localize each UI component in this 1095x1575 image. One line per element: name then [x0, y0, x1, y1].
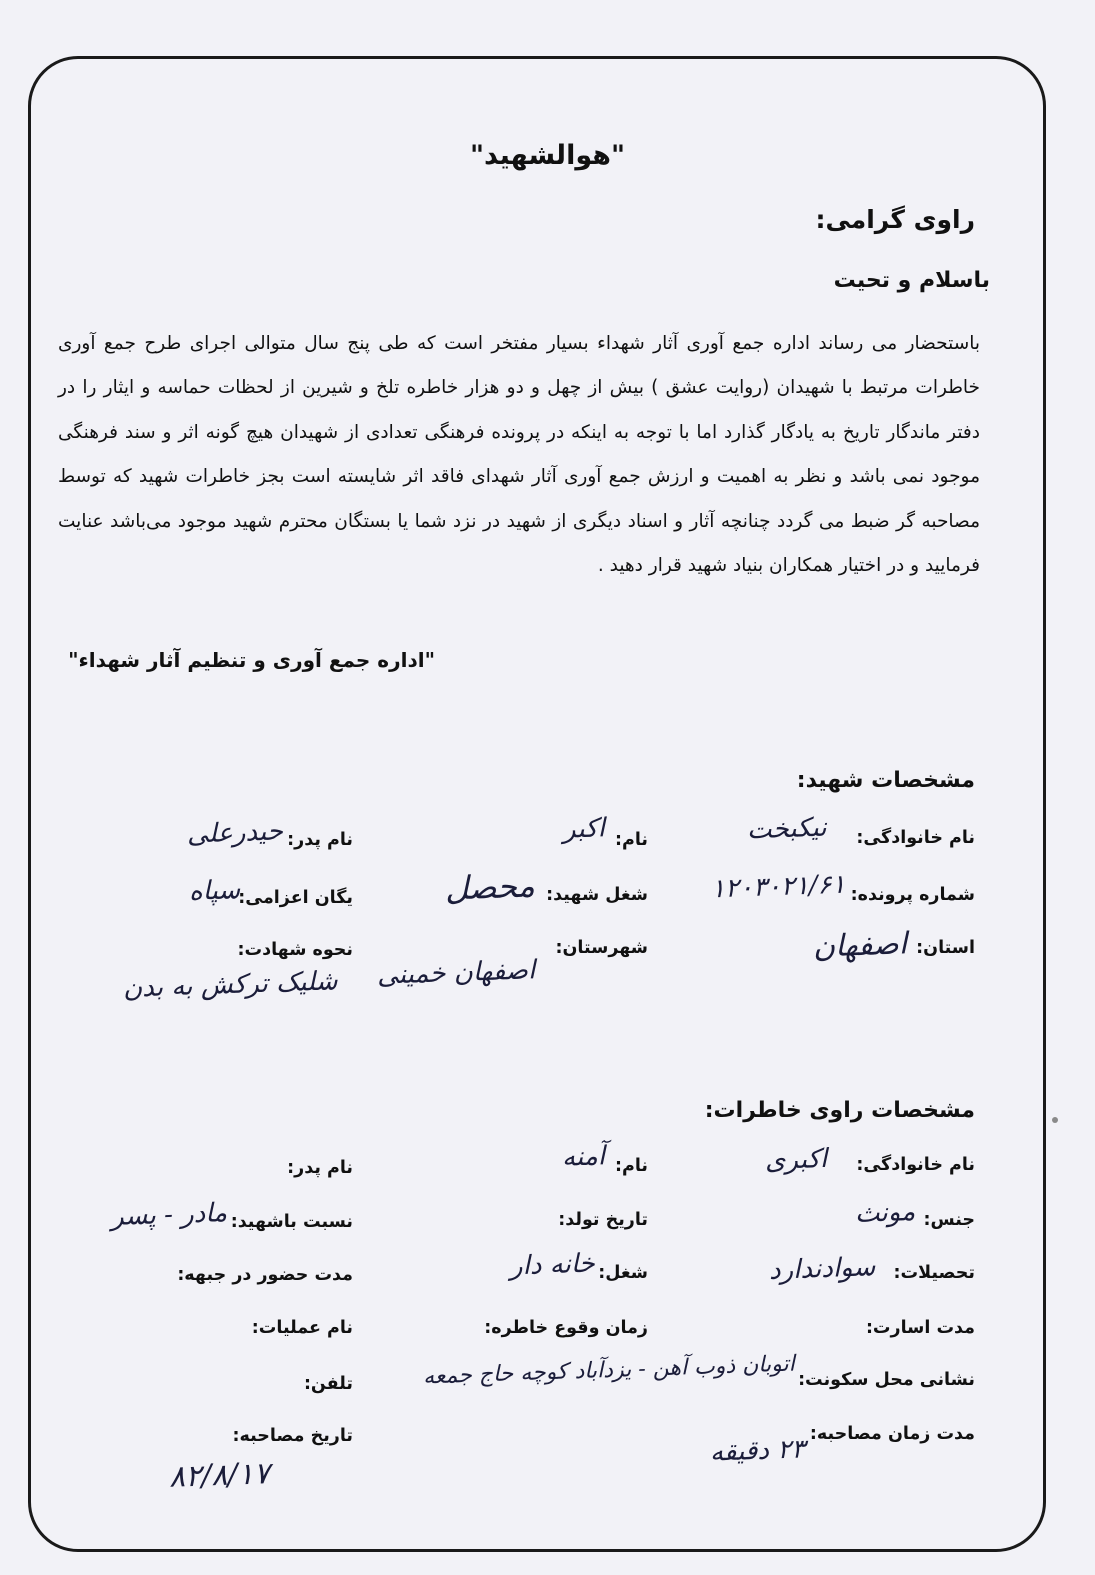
- martyr-martyrdom-label: نحوه شهادت:: [237, 940, 353, 960]
- martyr-martyrdom-value: شلیک ترکش به بدن: [122, 966, 339, 1004]
- narrator-operation-label: نام عملیات:: [251, 1318, 353, 1338]
- martyr-family-name-label: نام خانوادگی:: [856, 828, 975, 848]
- narrator-gender-label: جنس:: [923, 1210, 975, 1230]
- narrator-job-label: شغل:: [598, 1263, 648, 1283]
- narrator-family-name-value: اکبری: [764, 1143, 828, 1177]
- narrator-job-value: خانه دار: [509, 1248, 596, 1282]
- narrator-relation-value: مادر - پسر: [110, 1197, 228, 1233]
- narrator-gender-value: مونث: [854, 1196, 916, 1230]
- martyr-unit-label: یگان اعزامی:: [238, 888, 353, 908]
- martyr-father-name-value: حیدرعلی: [186, 816, 284, 850]
- martyr-file-number-value: ۱۲۰۳۰۲۱/۶۱: [710, 869, 846, 905]
- narrator-education-label: تحصیلات:: [893, 1263, 975, 1283]
- narrator-name-value: آمنه: [561, 1141, 606, 1173]
- martyr-name-label: نام:: [615, 830, 648, 850]
- martyr-family-name-value: نیکبخت: [746, 812, 828, 846]
- martyr-city-label: شهرستان:: [555, 938, 648, 958]
- narrator-father-name-label: نام پدر:: [287, 1158, 353, 1178]
- narrator-interview-date-value: ۸۲/۸/۱۷: [168, 1456, 271, 1495]
- martyr-province-label: استان:: [916, 938, 975, 958]
- narrator-name-label: نام:: [615, 1156, 648, 1176]
- narrator-address-label: نشانی محل سکونت:: [798, 1370, 975, 1390]
- martyr-occupation-label: شغل شهید:: [546, 885, 648, 905]
- martyr-section-title: مشخصات شهید:: [796, 768, 975, 793]
- narrator-education-value: سوادندارد: [768, 1252, 876, 1286]
- salutation: باسلام و تحیت: [833, 268, 990, 293]
- paper-mark: [1052, 1117, 1058, 1123]
- narrator-family-name-label: نام خانوادگی:: [856, 1155, 975, 1175]
- document-title: "هوالشهید": [469, 140, 626, 171]
- narrator-address-value: اتوبان ذوب آهن - یزدآباد کوچه حاج جمعه: [422, 1351, 796, 1390]
- narrator-event-time-label: زمان وقوع خاطره:: [484, 1318, 648, 1338]
- martyr-city-value: اصفهان خمینی: [376, 955, 536, 991]
- martyr-name-value: اکبر: [562, 813, 606, 845]
- martyr-unit-value: سپاه: [188, 875, 241, 907]
- narrator-birth-date-label: تاریخ تولد:: [558, 1210, 648, 1230]
- narrator-front-duration-label: مدت حضور در جبهه:: [177, 1265, 353, 1285]
- narrator-phone-label: تلفن:: [303, 1374, 353, 1394]
- narrator-section-title: مشخصات راوی خاطرات:: [704, 1098, 975, 1123]
- narrator-interview-duration-label: مدت زمان مصاحبه:: [809, 1424, 975, 1444]
- narrator-relation-label: نسبت باشهید:: [230, 1212, 353, 1232]
- martyr-occupation-value: محصل: [444, 866, 536, 908]
- narrator-interview-date-label: تاریخ مصاحبه:: [232, 1426, 353, 1446]
- martyr-file-number-label: شماره پرونده:: [850, 885, 975, 905]
- martyr-father-name-label: نام پدر:: [287, 830, 353, 850]
- martyr-province-value: اصفهان: [812, 926, 908, 965]
- greeting: راوی گرامی:: [815, 205, 975, 234]
- department-signature: "اداره جمع آوری و تنظیم آثار شهداء": [68, 648, 435, 672]
- body-paragraph: باستحضار می رساند اداره جمع آوری آثار شهداء بسیار مفتخر است که طی پنج سال متوالی اجرای طرح جمع آوری خاطرات مرتبط با شهیدان (روایت عشق ) بیش از چهل و دو هزار خاطره تلخ و شیرین از لحظات حماسه و ایثار را در دفتر ماندگار تاریخ به یادگار گذارد اما با توجه به اینکه در پرونده فرهنگی تعدادی از شهیدان هیچ گونه اثر و سند فرهنگی موجود نمی باشد و نظر به اهمیت و ارزش جمع آوری آثار شهدای فاقد اثر شایسته است بجز خاطرات شهید که توسط مصاحبه گر ضبط می گردد چنانچه آثار و اسناد دیگری از شهید در نزد شما یا بستگان محترم شهید موجود می‌باشد عنایت فرمایید و در اختیار همکاران بنیاد شهید قرار دهید .: [58, 333, 980, 577]
- narrator-captivity-label: مدت اسارت:: [865, 1318, 975, 1338]
- narrator-interview-duration-value: ۲۳ دقیقه: [709, 1434, 806, 1468]
